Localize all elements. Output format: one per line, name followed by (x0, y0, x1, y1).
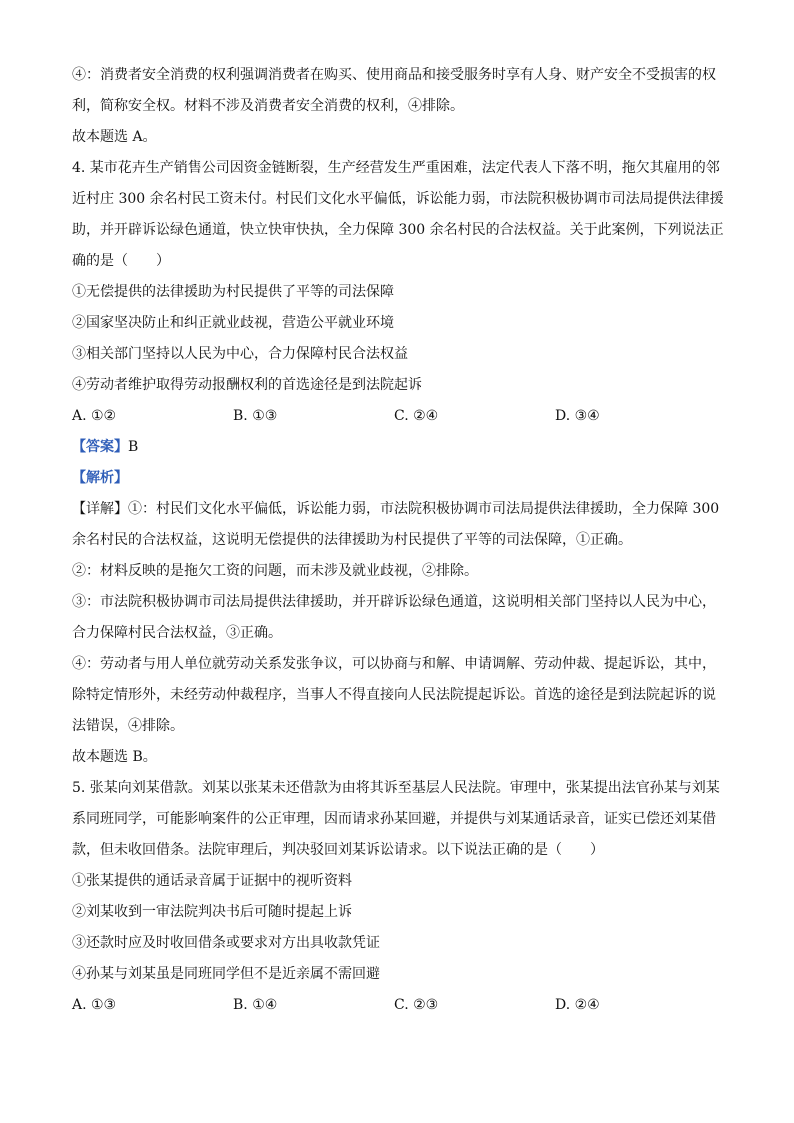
question-stem-line: 助，并开辟诉讼绿色通道，快立快审快执，全力保障 300 余名村民的合法权益。关于此案例，下列说法正 (72, 222, 724, 238)
option-d: D. ③④ (555, 408, 600, 424)
option-b: B. ①④ (233, 997, 278, 1013)
statement-item: ②刘某收到一审法院判决书后可随时提起上诉 (72, 904, 352, 920)
detail-line (72, 494, 722, 525)
detail-label: 【详解】 (72, 501, 128, 517)
detail-line: ②：材料反映的是拖欠工资的问题，而未涉及就业歧视，②排除。 (72, 563, 478, 579)
detail-line: 法错误，④排除。 (72, 718, 184, 734)
detail-text: ①：村民们文化水平偏低，诉讼能力弱，市法院积极协调市司法局提供法律援助，全力保障 300 (128, 501, 720, 517)
answer-line (72, 432, 722, 463)
statement-item: ①张某提供的通话录音属于证据中的视听资料 (72, 873, 352, 889)
text-line: 利，简称安全权。材料不涉及消费者安全消费的权利，④排除。 (72, 98, 464, 114)
answer-value: B (128, 439, 139, 455)
answer-label: 【答案】 (72, 439, 128, 455)
statement-item: ③还款时应及时收回借条或要求对方出具收款凭证 (72, 935, 380, 951)
statement-item: ④孙某与刘某虽是同班同学但不是近亲属不需回避 (72, 966, 380, 982)
question-stem-line: 近村庄 300 余名村民工资未付。村民们文化水平偏低，诉讼能力弱，市法院积极协调市司法局提供法律援 (72, 191, 724, 207)
intro-section (72, 60, 722, 153)
detail-line: ④：劳动者与用人单位就劳动关系发张争议，可以协商与和解、申请调解、劳动仲裁、提起诉讼，其中， (72, 656, 716, 672)
option-c: C. ②④ (394, 408, 439, 424)
option-a: A. ①③ (72, 997, 117, 1013)
detail-line: 合力保障村民合法权益，③正确。 (72, 625, 282, 641)
question-stem-line: 确的是（ ） (72, 253, 170, 269)
statement-item: ④劳动者维护取得劳动报酬权利的首选途径是到法院起诉 (72, 377, 422, 393)
text-line: 故本题选 A。 (72, 129, 157, 145)
statement-item: ②国家坚决防止和纠正就业歧视，营造公平就业环境 (72, 315, 394, 331)
analysis-line (72, 463, 722, 494)
detail-line: ③：市法院积极协调市司法局提供法律援助，并开辟诉讼绿色通道，这说明相关部门坚持以人民为中心， (72, 594, 716, 610)
question-5 (72, 773, 722, 1021)
answer-options (72, 990, 722, 1021)
detail-line: 除特定情形外，未经劳动仲裁程序，当事人不得直接向人民法院提起诉讼。首选的途径是到法院起诉的说 (72, 687, 716, 703)
detail-line: 余名村民的合法权益，这说明无偿提供的法律援助为村民提供了平等的司法保障，①正确。 (72, 532, 632, 548)
answer-options (72, 401, 722, 432)
analysis-label: 【解析】 (72, 470, 128, 486)
question-stem-line: 5. 张某向刘某借款。刘某以张某未还借款为由将其诉至基层人民法院。审理中，张某提出法官孙某与刘某 (72, 780, 720, 796)
option-a: A. ①② (72, 408, 117, 424)
option-c: C. ②③ (394, 997, 439, 1013)
question-4 (72, 153, 722, 773)
statement-item: ③相关部门坚持以人民为中心，合力保障村民合法权益 (72, 346, 408, 362)
option-d: D. ②④ (555, 997, 600, 1013)
statement-item: ①无偿提供的法律援助为村民提供了平等的司法保障 (72, 284, 394, 300)
text-line: ④：消费者安全消费的权利强调消费者在购买、使用商品和接受服务时享有人身、财产安全不受损害的权 (72, 67, 716, 83)
document-page (72, 60, 722, 1021)
question-stem-line: 系同班同学，可能影响案件的公正审理，因而请求孙某回避，并提供与刘某通话录音，证实已偿还刘某借 (72, 811, 716, 827)
detail-line: 故本题选 B。 (72, 749, 157, 765)
question-stem-line: 4. 某市花卉生产销售公司因资金链断裂，生产经营发生严重困难，法定代表人下落不明，拖欠其雇用的邻 (72, 160, 720, 176)
option-b: B. ①③ (233, 408, 278, 424)
question-stem-line: 款，但未收回借条。法院审理后，判决驳回刘某诉讼请求。以下说法正确的是（ ） (72, 842, 604, 858)
